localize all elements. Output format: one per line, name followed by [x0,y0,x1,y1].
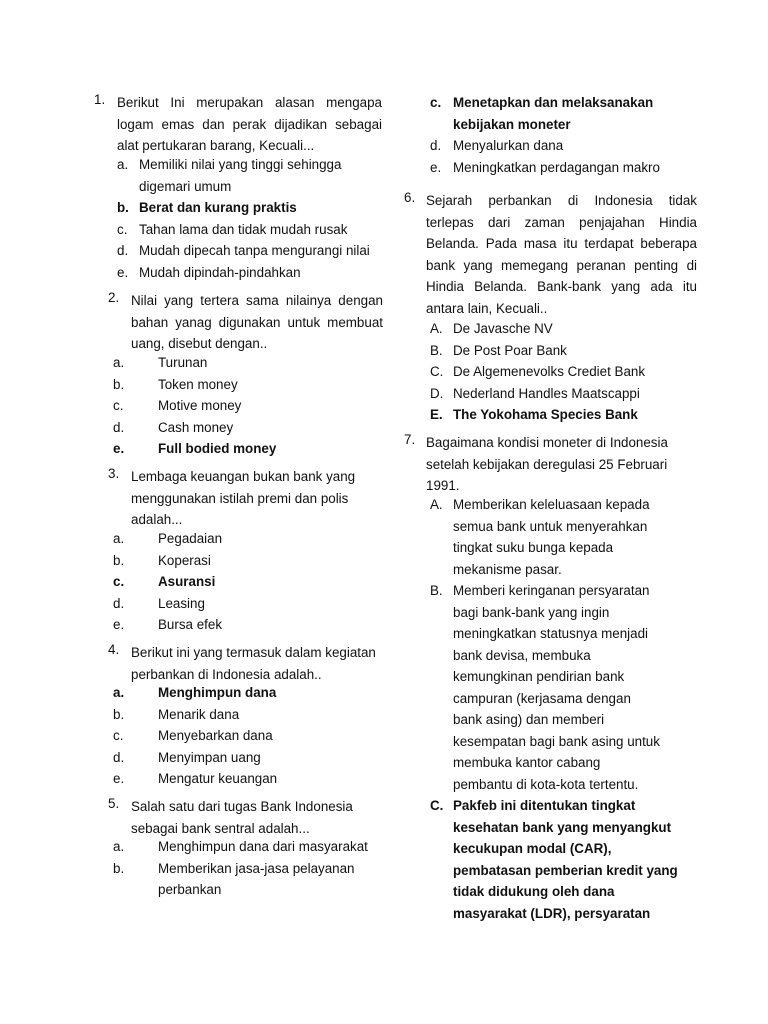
option-text: Memberikan keleluasaan kepada semua bank untuk menyerahkan tingkat suku bunga kepada mekanisme pasar. [453,497,650,577]
option-6B [430,340,700,362]
option-list [113,682,383,790]
option-list-continued [430,92,730,178]
question-number: 7. [404,432,416,447]
option-3d [113,593,383,615]
question-text: Sejarah perbankan di Indonesia tidak terlepas dari zaman penjajahan Hindia Belanda. Pada masa itu terdapat beberapa bank yang memegang peranan penting di Hindia Belanda. Bank-bank yang ada itu antara lain, Kecuali.. [426,193,697,316]
option-text: Motive money [158,398,242,413]
option-text: Mudah dipecah tanpa mengurangi nilai [139,243,370,258]
option-text: De Javasche NV [453,321,553,336]
option-list [113,352,383,460]
option-letter: E. [430,407,443,422]
option-letter: c. [113,574,125,589]
option-text: Memberi keringanan persyaratan bagi bank-bank yang ingin meningkatkan statusnya menjadi bank devisa, membuka kemungkinan pendirian bank campuran (kerjasama dengan bank asing) dan memberi kesempatan bagi bank asing untuk membuka kantor cabang pembantu di kota-kota tertentu. [453,583,660,792]
option-letter: d. [430,138,442,153]
option-letter: b. [117,200,129,215]
option-text: Menarik dana [158,706,240,722]
question-number: 1. [94,92,106,107]
option-1e [117,262,387,284]
option-text: Tahan lama dan tidak mudah rusak [139,221,348,237]
option-text: Menghimpun dana dari masyarakat [158,839,368,854]
option-letter: d. [113,749,125,765]
option-1d [117,240,387,262]
option-5a [113,836,383,858]
option-letter: c. [430,95,442,110]
option-2e [113,438,383,460]
option-letter: c. [113,728,124,743]
option-letter: b. [113,376,125,392]
option-list [430,494,700,924]
option-letter: a. [113,839,125,854]
option-letter: e. [113,771,125,786]
option-letter: e. [430,159,442,175]
option-text: Pegadaian [158,531,223,546]
option-text: Token money [158,376,238,392]
question-number: 4. [108,642,120,657]
option-list [113,836,383,901]
option-text: Menyalurkan dana [453,138,564,153]
option-letter: B. [430,342,443,358]
option-text: Koperasi [158,552,211,568]
option-1c [117,219,387,241]
option-letter: A. [430,321,443,336]
option-letter: d. [117,243,129,258]
option-1a [117,154,387,197]
option-text: Bursa efek [158,617,223,632]
option-text: The Yokohama Species Bank [453,407,638,422]
option-7C [430,795,679,924]
option-2c [113,395,383,417]
option-4a [113,682,383,704]
option-text: Mengatur keuangan [158,771,278,786]
option-letter: a. [113,685,125,700]
option-letter: C. [430,798,444,813]
option-4c [113,725,383,747]
question-text: Nilai yang tertera sama nilainya dengan bahan yanag digunakan untuk membuat uang, disebut dengan.. [131,293,383,351]
option-letter: c. [117,221,128,237]
option-3b [113,550,383,572]
option-1b [117,197,387,219]
option-4d [113,747,383,769]
option-text: De Post Poar Bank [453,342,567,358]
option-letter: e. [113,441,125,456]
option-text: Full bodied money [158,441,277,456]
option-text: Mudah dipindah-pindahkan [139,264,301,280]
option-5e [430,157,730,179]
option-text: Memberikan jasa-jasa pelayanan perbankan [158,860,355,897]
question-number: 5. [108,796,120,811]
option-5b [113,858,368,901]
question-text: Berikut Ini merupakan alasan mengapa logam emas dan perak dijadikan sebagai alat pertukaran barang, Kecuali... [117,95,382,153]
option-text: Menyimpan uang [158,749,261,765]
option-letter: b. [113,706,125,722]
option-letter: a. [113,531,125,546]
question-number: 6. [404,190,416,205]
question-text: Salah satu dari tugas Bank Indonesia sebagai bank sentral adalah... [131,799,353,836]
option-letter: C. [430,364,444,379]
option-letter: c. [113,398,124,413]
option-text: Memiliki nilai yang tinggi sehingga digemari umum [139,157,342,194]
option-letter: d. [113,595,125,611]
option-5c [430,92,673,135]
question-text: Lembaga keuangan bukan bank yang menggunakan istilah premi dan polis adalah... [131,469,356,527]
option-text: Asuransi [158,574,216,589]
option-letter: D. [430,385,444,401]
option-text: Leasing [158,595,205,611]
option-letter: b. [113,552,125,568]
option-4e [113,768,383,790]
option-list [117,154,387,283]
option-list [430,318,700,426]
option-6C [430,361,700,383]
option-text: De Algemenevolks Crediet Bank [453,364,646,379]
option-text: Nederland Handles Maatscappi [453,385,640,401]
option-2b [113,374,383,396]
option-6A [430,318,700,340]
option-7A [430,494,658,580]
option-letter: d. [113,419,125,435]
option-text: Berat dan kurang praktis [139,200,297,215]
option-text: Meningkatkan perdagangan makro [453,159,660,175]
question-text: Berikut ini yang termasuk dalam kegiatan perbankan di Indonesia adalah.. [131,645,376,682]
option-list [113,528,383,636]
option-letter: e. [117,264,129,280]
option-2d [113,417,383,439]
option-letter: a. [113,355,125,370]
option-text: Pakfeb ini ditentukan tingkat kesehatan bank yang menyangkut kecukupan modal (CAR), pembatasan pemberian kredit yang tidak didukung oleh dana masyarakat (LDR), persyaratan [453,798,678,921]
option-text: Turunan [158,355,208,370]
option-2a [113,352,383,374]
question-text: Bagaimana kondisi moneter di Indonesia setelah kebijakan deregulasi 25 Februari 1991. [426,435,668,493]
option-letter: A. [430,497,443,512]
option-letter: B. [430,583,443,598]
option-3c [113,571,383,593]
question-number: 2. [108,290,120,305]
option-text: Menyebarkan dana [158,728,273,743]
option-3e [113,614,383,636]
question-number: 3. [108,466,120,481]
option-text: Menghimpun dana [158,685,277,700]
option-4b [113,704,383,726]
option-3a [113,528,383,550]
option-letter: e. [113,617,125,632]
option-text: Cash money [158,419,234,435]
option-6D [430,383,700,405]
option-letter: a. [117,157,129,172]
option-7B [430,580,663,795]
option-letter: b. [113,860,125,876]
option-text: Menetapkan dan melaksanakan kebijakan moneter [453,95,654,132]
option-5d [430,135,730,157]
option-6E [430,404,700,426]
